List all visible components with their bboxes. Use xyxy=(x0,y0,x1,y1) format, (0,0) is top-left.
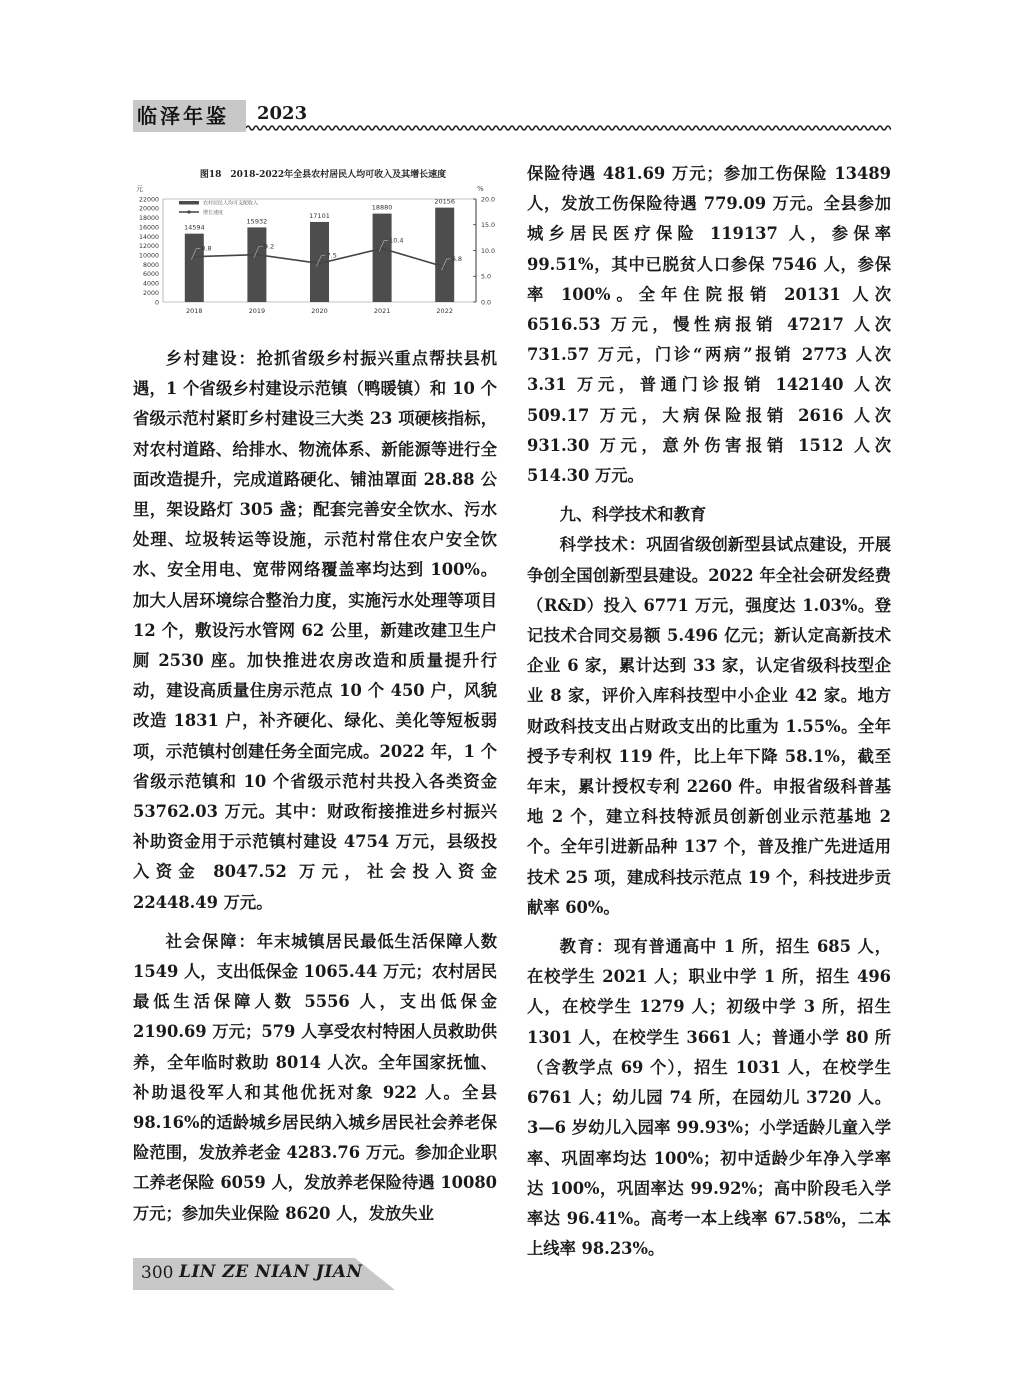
lead-rural-construction: 乡村建设： xyxy=(165,349,257,368)
right-tick-label: 15.0 xyxy=(481,222,496,230)
left-tick-label: 16000 xyxy=(138,224,159,232)
paragraph-social-security xyxy=(133,927,497,1229)
left-tick-label: 8000 xyxy=(142,261,159,269)
footer-title: LIN ZE NIAN JIAN xyxy=(179,1262,363,1282)
growth-value-label: 10.4 xyxy=(389,236,404,245)
x-tick-label: 2020 xyxy=(311,307,328,315)
x-tick-label: 2018 xyxy=(186,307,203,315)
left-tick-label: 6000 xyxy=(142,271,159,279)
left-axis-unit: 元 xyxy=(136,185,143,193)
left-tick-label: 22000 xyxy=(138,196,159,204)
growth-value-label: 8.8 xyxy=(201,244,212,253)
legend-bar-label: 农村居民人均可支配收入 xyxy=(203,200,259,207)
growth-value-label: 6.8 xyxy=(451,254,463,263)
left-tick-label: 0 xyxy=(154,299,159,307)
lead-social-security: 社会保障： xyxy=(165,931,257,951)
paragraph-insurance-continued: 保险待遇 481.69 万元；参加工伤保险 13489 人，发放工伤保险待遇 779.09 万元。全县参加城乡居民医疗保险 119137 人，参保率 99.51%，其中已脱贫人口参保 7546 人，参保率 100%。全年住院报销 20131 人次 6516.53 万元，慢性病报销 47217 人次 731.57 万元，门诊“两病”报销 2773 人次 3.31 万元，普通门诊报销 142140 人次 509.17 万元，大病保险报销 2616 人次 931.30 万元，意外伤害报销 1512 人次 514.30 万元。 xyxy=(527,164,891,486)
x-tick-label: 2021 xyxy=(373,307,391,315)
page-number: 300 xyxy=(141,1263,174,1283)
bar-value-label: 18880 xyxy=(371,203,393,212)
bar-value-label: 15932 xyxy=(246,217,268,226)
lead-education: 教育： xyxy=(559,937,615,957)
chart-svg xyxy=(133,163,498,323)
legend-line-marker xyxy=(187,210,190,213)
x-tick-label: 2022 xyxy=(436,307,453,315)
left-tick-label: 4000 xyxy=(142,280,159,288)
growth-value-label: 7.5 xyxy=(326,251,337,260)
body-rural-construction: 抢抓省级乡村振兴重点帮扶县机遇，1 个省级乡村建设示范镇（鸭暖镇）和 10 个省级示范村紧盯乡村建设三大类 23 项硬核指标，对农村道路、给排水、物流体系、新能源等进行全面改造提升，完成道路硬化、铺油罩面 28.88 公里，架设路灯 305 盏；配套完善安全饮水、污水处理、垃圾转运等设施，示范村常住农户安全饮水、安全用电、宽带网络覆盖率均达到 100%。加大人居环境综合整治力度，实施污水处理等项目 12 个，敷设污水管网 62 公里，新建改建卫生户厕 2530 座。加快推进农房改造和质量提升行动，建设高质量住房示范点 10 个 450 户，风貌改造 1831 户，补齐硬化、绿化、美化等短板弱项，示范镇村创建任务全面完成。2022 年，1 个省级示范镇和 10 个省级示范村共投入各类资金 53762.03 万元。其中：财政衔接推进乡村振兴补助资金用于示范镇村建设 4754 万元，县级投入资金 8047.52 万元，社会投入资金 22448.49 万元。 xyxy=(133,349,497,912)
body-education: 现有普通高中 1 所，招生 685 人，在校学生 2021 人；职业中学 1 所，招生 496 人，在校学生 1279 人；初级中学 3 所，招生 1301 人，在校学生 3661 人；普通小学 80 所（含教学点 69 个），招生 1031 人，在校学生 6761 人；幼儿园 74 所，在园幼儿 3720 人。3—6 岁幼儿入园率 99.93%；小学适龄儿童入学率、巩固率均达 100%；初中适龄少年净入学率达 100%，巩固率达 99.92%；高中阶段毛入学率达 96.41%。高考一本上线率 67.58%，二本上线率 98.23%。 xyxy=(527,937,891,1259)
bar-value-label: 17101 xyxy=(309,211,330,220)
body-science: 巩固省级创新型县试点建设，开展争创全国创新型县建设。2022 年全社会研发经费（R&D）投入 6771 万元，强度达 1.03%。登记技术合同交易额 5.496 亿元；新认定高新技术企业 6 家，累计达到 33 家，认定省级科技型企业 8 家，评价入库科技型中小企业 42 家。地方财政科技支出占财政支出的比重为 1.55%。全年授予专利权 119 件，比上年下降 58.1%，截至年末，累计授权专利 2260 件。申报省级科普基地 2 个，建立科技特派员创新创业示范基地 2 个。全年引进新品种 137 个，普及推广先进适用技术 25 项，建成科技示范点 19 个，科技进步贡献率 60%。 xyxy=(527,535,891,917)
left-tick-label: 14000 xyxy=(138,233,159,241)
right-column xyxy=(527,159,891,1264)
left-tick-label: 18000 xyxy=(138,215,159,223)
book-title: 临泽年鉴 xyxy=(133,100,246,132)
paragraph-rural-construction xyxy=(133,344,497,918)
section-title: 九、科学技术和教育 xyxy=(559,505,707,525)
running-footer xyxy=(133,1258,395,1290)
left-tick-label: 20000 xyxy=(138,205,159,213)
left-tick-label: 12000 xyxy=(138,243,159,251)
right-tick-label: 10.0 xyxy=(481,247,496,255)
wavy-rule xyxy=(246,124,891,132)
left-column xyxy=(133,344,497,1229)
bar-value-label: 20156 xyxy=(434,197,456,206)
bar-value-label: 14594 xyxy=(183,223,205,232)
paragraph-science xyxy=(527,530,891,923)
lead-science: 科学技术： xyxy=(559,535,647,555)
right-tick-label: 0.0 xyxy=(481,299,492,307)
right-tick-label: 20.0 xyxy=(481,196,496,204)
growth-value-label: 9.2 xyxy=(263,242,275,251)
right-tick-label: 5.0 xyxy=(481,273,492,281)
x-tick-label: 2019 xyxy=(248,307,266,315)
bar-2019 xyxy=(247,227,266,302)
left-tick-label: 2000 xyxy=(142,289,159,297)
body-social-security: 年末城镇居民最低生活保障人数 1549 人，支出低保金 1065.44 万元；农村居民最低生活保障人数 5556 人，支出低保金 2190.69 万元；579 人享受农村特困人员救助供养，全年临时救助 8014 人次。全年国家抚恤、补助退役军人和其他优抚对象 922 人。全县 98.16%的适龄城乡居民纳入城乡居民社会养老保险范围，发放养老金 4283.76 万元。参加企业职工养老保险 6059 人，发放养老保险待遇 10080 万元；参加失业保险 8620 人，发放失业 xyxy=(133,931,497,1223)
left-tick-label: 10000 xyxy=(138,252,159,260)
chart-title: 图18 2018-2022年全县农村居民人均可收入及其增长速度 xyxy=(199,170,447,180)
income-chart xyxy=(133,163,498,323)
legend-bar-swatch xyxy=(179,201,199,205)
right-axis-unit: % xyxy=(477,185,484,193)
running-header xyxy=(133,100,891,132)
header-year: 2023 xyxy=(257,103,308,124)
legend-line-label: 增长速度 xyxy=(203,210,224,216)
bar-2021 xyxy=(373,214,392,302)
paragraph-education xyxy=(527,932,891,1264)
